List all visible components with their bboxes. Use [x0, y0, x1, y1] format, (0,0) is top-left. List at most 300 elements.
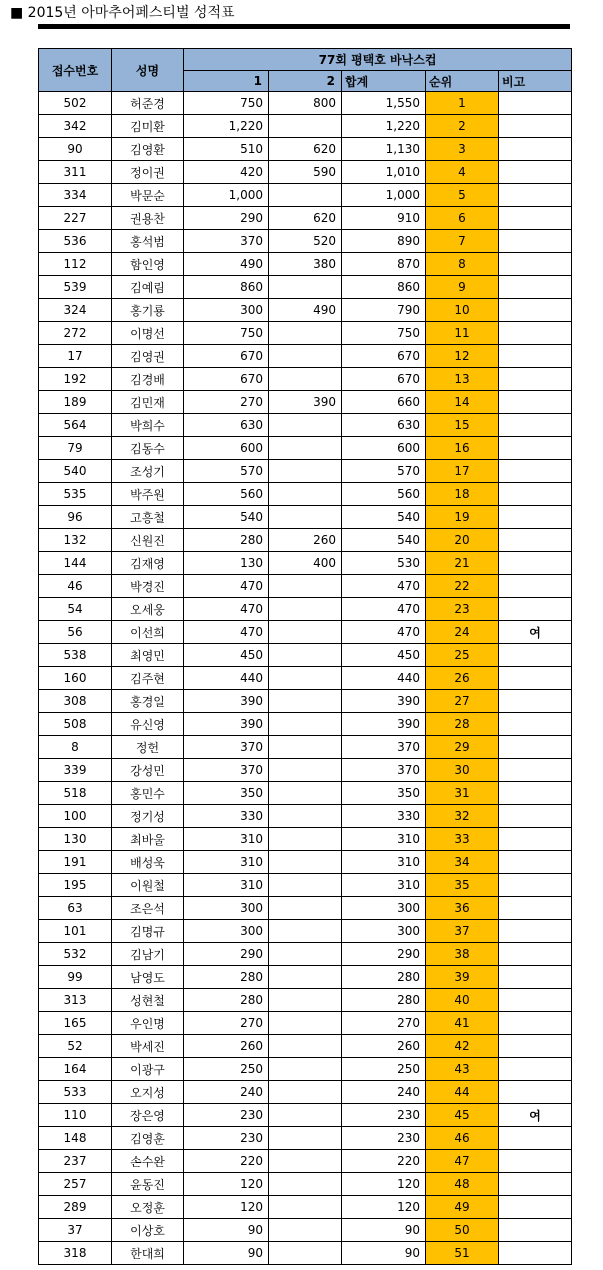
header-rank: 순위 — [426, 71, 499, 92]
cell-rank: 34 — [426, 851, 499, 874]
cell-round-2 — [269, 1012, 342, 1035]
cell-name: 박희수 — [112, 414, 184, 437]
cell-rank: 2 — [426, 115, 499, 138]
cell-note — [499, 713, 572, 736]
cell-reg-no: 334 — [39, 184, 112, 207]
cell-note — [499, 690, 572, 713]
cell-rank: 49 — [426, 1196, 499, 1219]
cell-total: 1,130 — [342, 138, 426, 161]
cell-rank: 14 — [426, 391, 499, 414]
cell-total: 310 — [342, 828, 426, 851]
cell-reg-no: 318 — [39, 1242, 112, 1265]
table-row — [39, 1012, 572, 1035]
cell-round-1: 300 — [184, 299, 269, 322]
cell-round-1: 300 — [184, 920, 269, 943]
cell-round-1: 510 — [184, 138, 269, 161]
cell-round-2 — [269, 943, 342, 966]
table-row — [39, 345, 572, 368]
cell-total: 260 — [342, 1035, 426, 1058]
cell-reg-no: 313 — [39, 989, 112, 1012]
cell-round-2 — [269, 1219, 342, 1242]
cell-total: 1,220 — [342, 115, 426, 138]
cell-name: 조은석 — [112, 897, 184, 920]
table-row — [39, 989, 572, 1012]
cell-reg-no: 227 — [39, 207, 112, 230]
cell-note — [499, 529, 572, 552]
cell-reg-no: 63 — [39, 897, 112, 920]
cell-name: 박세진 — [112, 1035, 184, 1058]
cell-round-1: 250 — [184, 1058, 269, 1081]
cell-reg-no: 189 — [39, 391, 112, 414]
table-row — [39, 966, 572, 989]
cell-total: 1,000 — [342, 184, 426, 207]
cell-total: 540 — [342, 529, 426, 552]
cell-reg-no: 533 — [39, 1081, 112, 1104]
cell-rank: 19 — [426, 506, 499, 529]
cell-total: 390 — [342, 690, 426, 713]
cell-round-1: 120 — [184, 1173, 269, 1196]
cell-total: 860 — [342, 276, 426, 299]
cell-rank: 29 — [426, 736, 499, 759]
cell-name: 김예림 — [112, 276, 184, 299]
table-row — [39, 713, 572, 736]
cell-round-2 — [269, 920, 342, 943]
title-divider — [38, 24, 570, 29]
cell-note — [499, 230, 572, 253]
cell-note — [499, 920, 572, 943]
cell-round-2 — [269, 506, 342, 529]
cell-round-2 — [269, 874, 342, 897]
cell-reg-no: 110 — [39, 1104, 112, 1127]
cell-round-2 — [269, 1058, 342, 1081]
cell-rank: 40 — [426, 989, 499, 1012]
cell-round-2 — [269, 1196, 342, 1219]
cell-rank: 27 — [426, 690, 499, 713]
cell-rank: 33 — [426, 828, 499, 851]
cell-round-2 — [269, 1173, 342, 1196]
cell-note — [499, 989, 572, 1012]
cell-note — [499, 874, 572, 897]
table-row — [39, 759, 572, 782]
table-row — [39, 621, 572, 644]
cell-reg-no: 257 — [39, 1173, 112, 1196]
cell-total: 390 — [342, 713, 426, 736]
cell-name: 강성민 — [112, 759, 184, 782]
cell-round-2 — [269, 483, 342, 506]
cell-round-2: 620 — [269, 138, 342, 161]
cell-total: 370 — [342, 736, 426, 759]
cell-note — [499, 667, 572, 690]
cell-round-1: 290 — [184, 943, 269, 966]
cell-round-1: 470 — [184, 598, 269, 621]
table-row — [39, 851, 572, 874]
cell-total: 350 — [342, 782, 426, 805]
cell-total: 560 — [342, 483, 426, 506]
cell-round-2: 620 — [269, 207, 342, 230]
cell-round-1: 310 — [184, 874, 269, 897]
cell-reg-no: 272 — [39, 322, 112, 345]
cell-note — [499, 1081, 572, 1104]
cell-note — [499, 276, 572, 299]
cell-rank: 46 — [426, 1127, 499, 1150]
cell-round-1: 1,220 — [184, 115, 269, 138]
cell-round-1: 290 — [184, 207, 269, 230]
cell-round-1: 450 — [184, 644, 269, 667]
cell-name: 장은영 — [112, 1104, 184, 1127]
cell-note — [499, 759, 572, 782]
cell-reg-no: 195 — [39, 874, 112, 897]
cell-note — [499, 943, 572, 966]
table-body — [39, 92, 572, 1265]
cell-round-2: 490 — [269, 299, 342, 322]
cell-round-2 — [269, 1104, 342, 1127]
cell-round-1: 270 — [184, 1012, 269, 1035]
cell-name: 홍기룡 — [112, 299, 184, 322]
cell-round-2 — [269, 276, 342, 299]
cell-name: 배성욱 — [112, 851, 184, 874]
table-row — [39, 828, 572, 851]
cell-round-1: 390 — [184, 713, 269, 736]
cell-round-2 — [269, 966, 342, 989]
table-row — [39, 184, 572, 207]
table-row — [39, 667, 572, 690]
cell-rank: 17 — [426, 460, 499, 483]
cell-total: 570 — [342, 460, 426, 483]
cell-total: 120 — [342, 1196, 426, 1219]
cell-reg-no: 148 — [39, 1127, 112, 1150]
table-row — [39, 1104, 572, 1127]
cell-rank: 4 — [426, 161, 499, 184]
cell-name: 신원진 — [112, 529, 184, 552]
cell-total: 370 — [342, 759, 426, 782]
cell-round-1: 230 — [184, 1127, 269, 1150]
cell-reg-no: 46 — [39, 575, 112, 598]
cell-round-2 — [269, 782, 342, 805]
cell-reg-no: 508 — [39, 713, 112, 736]
cell-name: 김주현 — [112, 667, 184, 690]
cell-reg-no: 324 — [39, 299, 112, 322]
cell-round-1: 750 — [184, 92, 269, 115]
cell-note — [499, 1058, 572, 1081]
cell-total: 1,550 — [342, 92, 426, 115]
cell-round-2 — [269, 828, 342, 851]
cell-reg-no: 532 — [39, 943, 112, 966]
cell-name: 성현철 — [112, 989, 184, 1012]
cell-note — [499, 1196, 572, 1219]
cell-name: 이원철 — [112, 874, 184, 897]
cell-rank: 8 — [426, 253, 499, 276]
cell-rank: 11 — [426, 322, 499, 345]
cell-name: 권용찬 — [112, 207, 184, 230]
cell-total: 470 — [342, 598, 426, 621]
cell-reg-no: 237 — [39, 1150, 112, 1173]
cell-reg-no: 144 — [39, 552, 112, 575]
cell-reg-no: 339 — [39, 759, 112, 782]
cell-total: 890 — [342, 230, 426, 253]
cell-note — [499, 897, 572, 920]
cell-note — [499, 1035, 572, 1058]
cell-note — [499, 391, 572, 414]
cell-reg-no: 192 — [39, 368, 112, 391]
cell-round-1: 440 — [184, 667, 269, 690]
table-row — [39, 460, 572, 483]
cell-note — [499, 1173, 572, 1196]
cell-rank: 1 — [426, 92, 499, 115]
cell-note — [499, 1150, 572, 1173]
cell-reg-no: 311 — [39, 161, 112, 184]
cell-total: 310 — [342, 851, 426, 874]
cell-round-1: 330 — [184, 805, 269, 828]
table-row — [39, 598, 572, 621]
cell-total: 90 — [342, 1219, 426, 1242]
cell-reg-no: 165 — [39, 1012, 112, 1035]
cell-round-1: 370 — [184, 230, 269, 253]
cell-total: 90 — [342, 1242, 426, 1265]
cell-name: 김동수 — [112, 437, 184, 460]
cell-total: 240 — [342, 1081, 426, 1104]
cell-reg-no: 37 — [39, 1219, 112, 1242]
page-title: ■ 2015년 아마추어페스티벌 성적표 — [10, 5, 235, 21]
cell-round-1: 280 — [184, 989, 269, 1012]
cell-note — [499, 207, 572, 230]
cell-name: 이명선 — [112, 322, 184, 345]
cell-note — [499, 851, 572, 874]
cell-round-2: 390 — [269, 391, 342, 414]
cell-rank: 25 — [426, 644, 499, 667]
cell-note — [499, 966, 572, 989]
cell-rank: 10 — [426, 299, 499, 322]
header-note: 비고 — [499, 71, 572, 92]
cell-rank: 36 — [426, 897, 499, 920]
cell-round-1: 230 — [184, 1104, 269, 1127]
cell-note — [499, 322, 572, 345]
cell-total: 440 — [342, 667, 426, 690]
cell-round-2 — [269, 667, 342, 690]
table-row — [39, 1242, 572, 1265]
cell-name: 김명규 — [112, 920, 184, 943]
cell-rank: 24 — [426, 621, 499, 644]
cell-rank: 37 — [426, 920, 499, 943]
cell-name: 홍민수 — [112, 782, 184, 805]
table-row — [39, 644, 572, 667]
cell-round-2 — [269, 414, 342, 437]
cell-reg-no: 535 — [39, 483, 112, 506]
cell-total: 220 — [342, 1150, 426, 1173]
cell-name: 김민재 — [112, 391, 184, 414]
cell-round-1: 270 — [184, 391, 269, 414]
cell-total: 1,010 — [342, 161, 426, 184]
cell-rank: 6 — [426, 207, 499, 230]
cell-rank: 30 — [426, 759, 499, 782]
cell-name: 우인명 — [112, 1012, 184, 1035]
cell-note — [499, 368, 572, 391]
cell-round-1: 670 — [184, 368, 269, 391]
cell-name: 정기성 — [112, 805, 184, 828]
cell-total: 750 — [342, 322, 426, 345]
cell-round-2: 400 — [269, 552, 342, 575]
table-row — [39, 1173, 572, 1196]
cell-name: 김영권 — [112, 345, 184, 368]
table-row — [39, 437, 572, 460]
cell-note — [499, 1242, 572, 1265]
cell-rank: 18 — [426, 483, 499, 506]
cell-round-2 — [269, 115, 342, 138]
table-row — [39, 299, 572, 322]
cell-round-1: 300 — [184, 897, 269, 920]
cell-name: 박문순 — [112, 184, 184, 207]
cell-name: 이상호 — [112, 1219, 184, 1242]
cell-round-2 — [269, 805, 342, 828]
table-row — [39, 874, 572, 897]
cell-name: 최바울 — [112, 828, 184, 851]
cell-rank: 43 — [426, 1058, 499, 1081]
cell-round-2 — [269, 851, 342, 874]
cell-round-1: 370 — [184, 736, 269, 759]
header-round-1: 1 — [184, 71, 269, 92]
cell-total: 470 — [342, 621, 426, 644]
cell-reg-no: 101 — [39, 920, 112, 943]
cell-round-1: 310 — [184, 851, 269, 874]
cell-round-2 — [269, 989, 342, 1012]
table-row — [39, 1081, 572, 1104]
cell-total: 790 — [342, 299, 426, 322]
cell-round-2: 520 — [269, 230, 342, 253]
cell-rank: 5 — [426, 184, 499, 207]
table-row — [39, 1196, 572, 1219]
table-row — [39, 736, 572, 759]
table-row — [39, 138, 572, 161]
cell-note — [499, 92, 572, 115]
table-row — [39, 207, 572, 230]
cell-reg-no: 8 — [39, 736, 112, 759]
cell-rank: 20 — [426, 529, 499, 552]
table-row — [39, 276, 572, 299]
table-row — [39, 253, 572, 276]
header-round-2: 2 — [269, 71, 342, 92]
table-row — [39, 1127, 572, 1150]
table-row — [39, 1219, 572, 1242]
cell-reg-no: 100 — [39, 805, 112, 828]
cell-total: 280 — [342, 966, 426, 989]
cell-name: 김남기 — [112, 943, 184, 966]
cell-total: 660 — [342, 391, 426, 414]
cell-note — [499, 782, 572, 805]
cell-reg-no: 540 — [39, 460, 112, 483]
header-event: 77회 평택호 바낙스컵 — [184, 49, 572, 71]
cell-name: 함인영 — [112, 253, 184, 276]
cell-reg-no: 289 — [39, 1196, 112, 1219]
cell-total: 250 — [342, 1058, 426, 1081]
cell-rank: 51 — [426, 1242, 499, 1265]
cell-note — [499, 253, 572, 276]
cell-round-1: 490 — [184, 253, 269, 276]
cell-note — [499, 736, 572, 759]
cell-rank: 28 — [426, 713, 499, 736]
cell-name: 남영도 — [112, 966, 184, 989]
cell-name: 이선희 — [112, 621, 184, 644]
cell-round-2 — [269, 897, 342, 920]
cell-round-1: 420 — [184, 161, 269, 184]
cell-round-2: 260 — [269, 529, 342, 552]
cell-reg-no: 191 — [39, 851, 112, 874]
table-row — [39, 920, 572, 943]
cell-round-1: 570 — [184, 460, 269, 483]
cell-round-2 — [269, 460, 342, 483]
cell-total: 530 — [342, 552, 426, 575]
cell-reg-no: 90 — [39, 138, 112, 161]
cell-reg-no: 160 — [39, 667, 112, 690]
cell-round-2 — [269, 575, 342, 598]
cell-round-1: 350 — [184, 782, 269, 805]
cell-total: 450 — [342, 644, 426, 667]
cell-note — [499, 345, 572, 368]
cell-round-2 — [269, 1242, 342, 1265]
cell-round-2 — [269, 1035, 342, 1058]
cell-rank: 22 — [426, 575, 499, 598]
cell-note — [499, 483, 572, 506]
cell-name: 김재영 — [112, 552, 184, 575]
cell-round-2 — [269, 621, 342, 644]
cell-round-2 — [269, 690, 342, 713]
table-row — [39, 782, 572, 805]
cell-reg-no: 52 — [39, 1035, 112, 1058]
cell-note — [499, 299, 572, 322]
cell-round-2 — [269, 713, 342, 736]
cell-name: 김영훈 — [112, 1127, 184, 1150]
cell-total: 310 — [342, 874, 426, 897]
cell-round-2 — [269, 1127, 342, 1150]
cell-note — [499, 184, 572, 207]
cell-name: 이광구 — [112, 1058, 184, 1081]
cell-name: 정이권 — [112, 161, 184, 184]
cell-round-2 — [269, 368, 342, 391]
cell-rank: 7 — [426, 230, 499, 253]
cell-rank: 39 — [426, 966, 499, 989]
cell-reg-no: 17 — [39, 345, 112, 368]
cell-round-1: 630 — [184, 414, 269, 437]
cell-name: 오지성 — [112, 1081, 184, 1104]
table-row — [39, 368, 572, 391]
cell-round-1: 370 — [184, 759, 269, 782]
cell-round-1: 1,000 — [184, 184, 269, 207]
table-row — [39, 161, 572, 184]
cell-name: 윤동진 — [112, 1173, 184, 1196]
cell-round-1: 90 — [184, 1219, 269, 1242]
cell-name: 유신영 — [112, 713, 184, 736]
cell-round-1: 90 — [184, 1242, 269, 1265]
cell-total: 280 — [342, 989, 426, 1012]
cell-round-1: 860 — [184, 276, 269, 299]
cell-round-1: 600 — [184, 437, 269, 460]
cell-note — [499, 138, 572, 161]
cell-rank: 9 — [426, 276, 499, 299]
cell-name: 홍석범 — [112, 230, 184, 253]
cell-round-1: 220 — [184, 1150, 269, 1173]
cell-name: 김경배 — [112, 368, 184, 391]
cell-name: 최영민 — [112, 644, 184, 667]
cell-rank: 26 — [426, 667, 499, 690]
cell-note — [499, 828, 572, 851]
table-row — [39, 115, 572, 138]
table-row — [39, 897, 572, 920]
cell-round-1: 390 — [184, 690, 269, 713]
cell-total: 540 — [342, 506, 426, 529]
cell-total: 630 — [342, 414, 426, 437]
cell-rank: 35 — [426, 874, 499, 897]
score-table — [38, 48, 572, 1265]
cell-reg-no: 96 — [39, 506, 112, 529]
cell-round-2 — [269, 437, 342, 460]
